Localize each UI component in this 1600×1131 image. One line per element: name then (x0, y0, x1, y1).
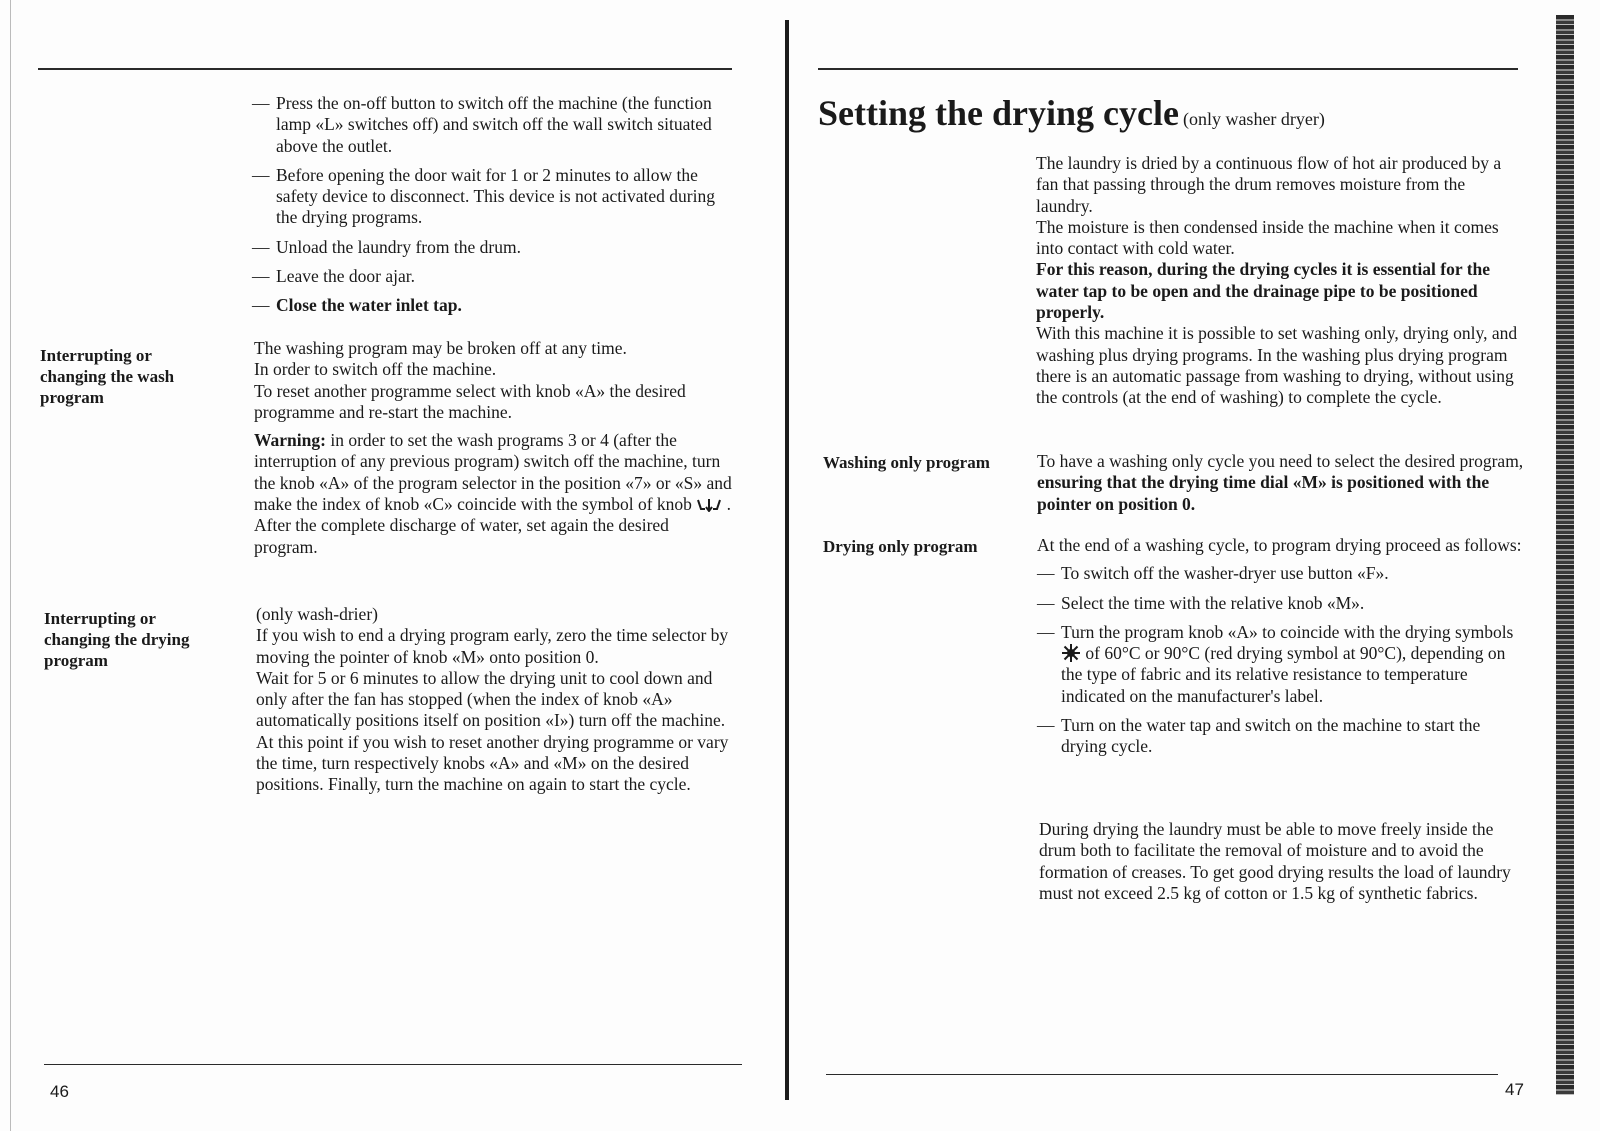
washing-only-heading: Washing only program (823, 453, 990, 472)
title-text: Setting the drying cycle (818, 93, 1179, 133)
interrupt-wash-heading: Interrupting or changing the wash program (40, 346, 175, 407)
drying-step: — Turn the program knob «A» to coincide with the drying symbols of 60°C or 90°C (red drying symbol at 90°C), depending on the type of fabric and its relative resistance to temperature indicated on the manufacturer's label. (1037, 622, 1527, 707)
header-rule-right (818, 68, 1518, 70)
warning-text: in order to set the wash programs 3 or 4 (after the interruption of any previous program) switch off the machine, turn the knob «A» of the program selector in the position «7» or «S» and make the index of knob «C» coincide with the symbol of knob (254, 430, 732, 515)
after-discharge: After the complete discharge of water, set again the desired program. (254, 515, 669, 557)
intro-p1: The laundry is dried by a continuous flow of hot air produced by a fan that passing through the drum removes moisture from the laundry. (1036, 153, 1502, 216)
drying-only-intro: At the end of a washing cycle, to program drying proceed as follows: (1037, 535, 1522, 555)
warning-paragraph: Warning: in order to set the wash programs 3 or 4 (after the interruption of any previous program) switch off the machine, turn the knob «A» of the program selector in the position «7» or «S» and make the index of knob «C» coincide with the symbol of knob . (254, 430, 732, 515)
drying-only-heading: Drying only program (823, 537, 978, 556)
step-item: — Before opening the door wait for 1 or 2 minutes to allow the safety device to disconnect. This device is not activated during the drying programs. (252, 165, 732, 229)
interrupt-wash-body (254, 338, 734, 558)
interrupt-dry-body (256, 604, 736, 796)
intro-body (1036, 153, 1526, 409)
step-item: — Close the water inlet tap. (252, 295, 732, 316)
drain-symbol-icon (696, 498, 722, 512)
steps-block (252, 93, 732, 325)
header-rule-left (38, 68, 732, 70)
drying-symbol-icon (1061, 643, 1081, 663)
interrupt-dry-heading: Interrupting or changing the drying program (44, 609, 190, 670)
footer-rule-left (44, 1064, 742, 1065)
page-edge-left (10, 0, 11, 1131)
warning-label: Warning: (254, 430, 326, 451)
drying-step: — Select the time with the relative knob «M». (1037, 593, 1527, 614)
book-spine (785, 20, 789, 1100)
interrupt-dry-note: (only wash-drier) (256, 604, 378, 624)
washing-only-body: To have a washing only cycle you need to select the desired program, ensuring that the drying time dial «M» is positioned with the pointer on position 0. (1037, 451, 1524, 514)
title-subtitle: (only washer dryer) (1182, 109, 1325, 129)
interrupt-wash-p3: To reset another programme select with knob «A» the desired programme and re-start the machine. (254, 380, 686, 422)
page-number-left: 46 (50, 1082, 69, 1101)
intro-bold: For this reason, during the drying cycles it is essential for the water tap to be open and the drainage pipe to be positioned properly. (1036, 259, 1491, 323)
interrupt-wash-p1: The washing program may be broken off at any time. (254, 338, 627, 358)
section-title (818, 92, 1325, 134)
intro-p2: The moisture is then condensed inside the machine when it comes into contact with cold water. (1036, 216, 1499, 259)
washing-only-bold: ensuring that the drying time dial «M» is positioned with the pointer on position 0. (1037, 472, 1490, 514)
interrupt-dry-p1: If you wish to end a drying program early, zero the time selector by moving the pointer of knob «M» onto position 0. (256, 625, 729, 667)
step-item: — Press the on-off button to switch off the machine (the function lamp «L» switches off) and switch off the wall switch situated above the outlet. (252, 93, 732, 157)
drying-step: — Turn on the water tap and switch on the machine to start the drying cycle. (1037, 715, 1527, 758)
footer-rule-right (826, 1074, 1498, 1075)
step-item: — Unload the laundry from the drum. (252, 237, 732, 258)
drying-only-body (1037, 535, 1527, 766)
step-item: — Leave the door ajar. (252, 266, 732, 287)
intro-p3: With this machine it is possible to set washing only, drying only, and washing plus drying programs. In the washing plus drying program there is an automatic passage from washing to drying, without using the controls (at the end of washing) to complete the cycle. (1036, 323, 1518, 408)
page-edge-right (1556, 15, 1574, 1095)
interrupt-wash-p2: In order to switch off the machine. (254, 359, 497, 380)
drying-step: — To switch off the washer-dryer use button «F». (1037, 563, 1527, 584)
page-number-right: 47 (1505, 1080, 1524, 1099)
closing-paragraph: During drying the laundry must be able to move freely inside the drum both to facilitate the removal of moisture and to avoid the formation of creases. To get good drying results the load of laundry must not exceed 2.5 kg of cotton or 1.5 kg of synthetic fabrics. (1039, 819, 1511, 903)
interrupt-dry-p2: Wait for 5 or 6 minutes to allow the drying unit to cool down and only after the fan has stopped (when the index of knob «A» automatically positions itself on position «I») turn off the machine. At this point if you wish to reset another drying programme or vary the time, turn respectively knobs «A» and «M» on the desired positions. Finally, turn the machine on again to start the cycle. (256, 667, 729, 795)
